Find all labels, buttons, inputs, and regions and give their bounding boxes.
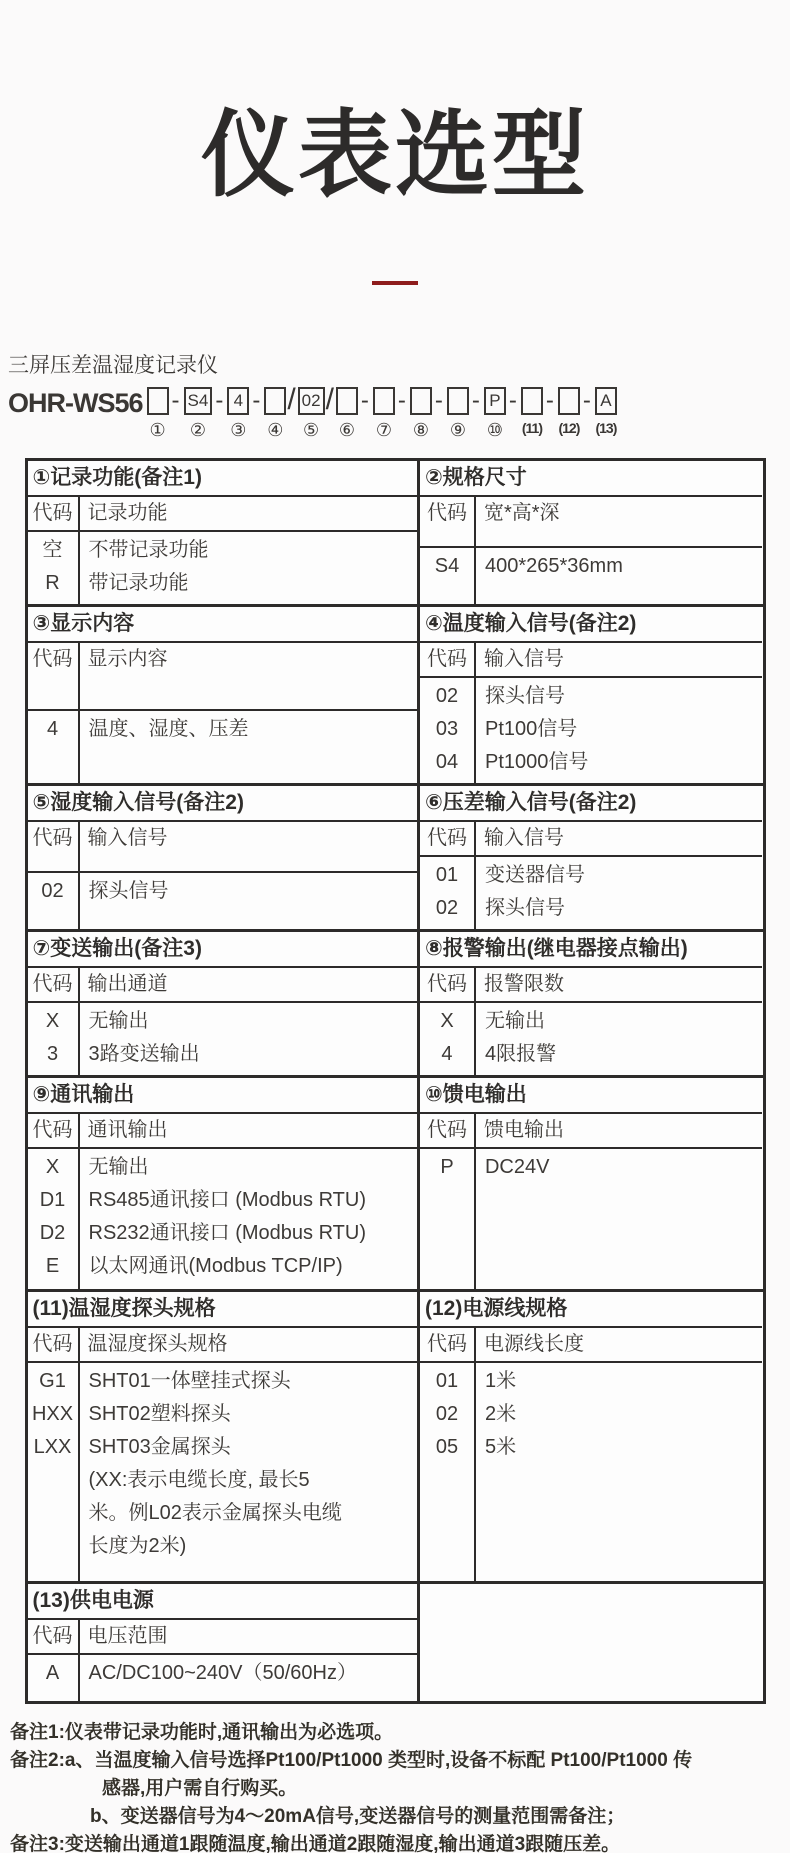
option-label: 探头信号	[484, 684, 565, 707]
model-separator: -	[252, 386, 261, 414]
section-right	[420, 607, 763, 783]
code-column-header: 代码	[420, 968, 476, 1003]
model-position-number: ④	[267, 419, 284, 440]
model-position-number: ⑤	[303, 419, 320, 440]
code-value: 空	[42, 538, 63, 561]
section-grid	[28, 1620, 417, 1701]
code-column-header: 代码	[28, 1328, 80, 1363]
section-grid	[420, 1328, 763, 1581]
accent-dash	[372, 281, 418, 285]
model-segment	[298, 382, 335, 441]
section-left	[28, 932, 420, 1075]
option-label: DC24V	[484, 1155, 550, 1178]
model-segment	[447, 387, 483, 441]
code-values	[420, 678, 476, 783]
table-section	[28, 1075, 763, 1289]
option-label: 400*265*36mm	[484, 555, 623, 578]
option-label: 无输出	[88, 1009, 149, 1032]
code-column-header: 代码	[28, 643, 80, 711]
option-label: RS232通讯接口 (Modbus RTU)	[88, 1221, 366, 1244]
option-label: 无输出	[484, 1009, 545, 1032]
option-label: 3路变送输出	[88, 1042, 200, 1065]
model-position-number: ⑧	[412, 419, 429, 440]
desc-column-header: 记录功能	[80, 497, 417, 532]
model-position-number: ①	[149, 419, 166, 440]
model-code-line	[8, 382, 790, 441]
code-value: 02	[41, 880, 64, 903]
option-label: SHT03金属探头	[88, 1435, 231, 1458]
option-descriptions	[80, 532, 417, 604]
code-values	[28, 873, 80, 929]
option-label: SHT02塑料探头	[88, 1402, 231, 1425]
desc-column-header: 输入信号	[476, 643, 763, 678]
model-separator: -	[360, 386, 369, 414]
section-title: ⑨通讯输出	[28, 1078, 417, 1114]
option-label: 长度为2米)	[88, 1534, 187, 1557]
section-grid	[28, 968, 417, 1075]
model-position-number: ⑦	[375, 419, 392, 440]
code-value: P	[440, 1155, 454, 1178]
code-values	[420, 1149, 476, 1289]
option-descriptions	[80, 1363, 417, 1581]
model-separator: -	[215, 386, 224, 414]
option-label: 探头信号	[88, 880, 169, 903]
model-code-box: 4	[227, 387, 249, 415]
option-label: RS485通讯接口 (Modbus RTU)	[88, 1188, 366, 1211]
code-column-header: 代码	[420, 1114, 476, 1149]
desc-column-header: 馈电输出	[476, 1114, 763, 1149]
code-value: X	[440, 1009, 454, 1032]
model-position-number: (12)	[558, 419, 580, 436]
table-section	[28, 461, 763, 604]
model-code-box: S4	[184, 387, 213, 415]
section-left	[28, 1078, 420, 1289]
section-grid	[420, 822, 763, 929]
model-position-number: ③	[230, 419, 247, 440]
model-separator: /	[287, 382, 296, 416]
code-values	[420, 548, 476, 604]
option-label: 5米	[484, 1435, 517, 1458]
code-value: 02	[435, 1402, 459, 1425]
model-code-box	[147, 387, 169, 415]
model-separator: -	[545, 386, 554, 414]
section-title: ⑦变送输出(备注3)	[28, 932, 417, 968]
option-descriptions	[80, 1003, 417, 1075]
product-subtitle: 三屏压差温湿度记录仪	[8, 353, 218, 377]
model-position-number: (11)	[521, 419, 542, 436]
model-code-box	[264, 387, 286, 415]
option-label: Pt100信号	[484, 717, 578, 740]
code-values	[420, 1003, 476, 1075]
desc-column-header: 输入信号	[476, 822, 763, 857]
code-column-header: 代码	[420, 643, 476, 678]
code-value: A	[45, 1661, 60, 1684]
option-label: 4限报警	[484, 1042, 557, 1065]
code-value: D2	[39, 1221, 66, 1244]
code-value	[28, 1464, 78, 1497]
section-title: (12)电源线规格	[420, 1292, 763, 1328]
option-descriptions	[80, 711, 417, 783]
model-segment	[373, 387, 409, 441]
code-values	[420, 857, 476, 929]
code-value: X	[45, 1009, 60, 1032]
note-line: 感器,用户需自行购买。	[102, 1777, 298, 1799]
option-label: 不带记录功能	[88, 538, 209, 561]
model-code-box	[447, 387, 469, 415]
model-separator: -	[471, 386, 480, 414]
code-value: G1	[39, 1369, 66, 1392]
option-descriptions	[476, 1003, 763, 1075]
desc-column-header: 宽*高*深	[476, 497, 763, 549]
section-title: ⑥压差输入信号(备注2)	[420, 786, 763, 822]
option-label: 米。例L02表示金属探头电缆	[88, 1501, 342, 1524]
model-segment	[484, 387, 520, 441]
code-values	[420, 1363, 476, 1581]
model-code-box: P	[484, 387, 506, 415]
model-separator: /	[325, 382, 334, 416]
code-value: HXX	[31, 1402, 74, 1425]
section-grid	[28, 643, 417, 783]
section-right	[420, 1292, 763, 1581]
model-code-box: 02	[298, 387, 325, 415]
desc-column-header: 通讯输出	[80, 1114, 417, 1149]
code-column-header: 代码	[28, 1620, 80, 1655]
model-segment	[227, 387, 263, 441]
model-segment	[336, 387, 372, 441]
option-label: 探头信号	[484, 896, 565, 919]
code-values	[28, 1363, 80, 1581]
table-section	[28, 783, 763, 929]
desc-column-header: 温湿度探头规格	[80, 1328, 417, 1363]
code-value: 4	[46, 717, 59, 740]
desc-column-header: 报警限数	[476, 968, 763, 1003]
model-separator: -	[434, 386, 443, 414]
code-values	[28, 1655, 80, 1701]
model-segment	[410, 387, 446, 441]
option-descriptions	[80, 1655, 417, 1701]
model-segment	[264, 382, 296, 441]
code-value: E	[45, 1254, 60, 1277]
selection-table	[25, 458, 766, 1704]
model-segment	[521, 387, 557, 436]
code-column-header: 代码	[28, 1114, 80, 1149]
desc-column-header: 输出通道	[80, 968, 417, 1003]
code-value: S4	[434, 555, 460, 578]
section-grid	[28, 822, 417, 929]
section-left	[28, 786, 420, 929]
table-section	[28, 1581, 763, 1701]
section-title: ②规格尺寸	[420, 461, 763, 497]
section-title: ⑩馈电输出	[420, 1078, 763, 1114]
option-descriptions	[80, 1149, 417, 1289]
desc-column-header: 电源线长度	[476, 1328, 763, 1363]
note-line: 备注3:变送输出通道1跟随温度,输出通道2跟随湿度,输出通道3跟随压差。	[10, 1833, 621, 1853]
section-right	[420, 1584, 763, 1701]
option-label: 无输出	[88, 1155, 149, 1178]
model-position-number: ⑨	[449, 419, 466, 440]
option-descriptions	[476, 1363, 763, 1581]
desc-column-header: 显示内容	[80, 643, 417, 711]
option-label: Pt1000信号	[484, 750, 589, 773]
section-title: ⑧报警输出(继电器接点输出)	[420, 932, 763, 968]
section-right	[420, 1078, 763, 1289]
section-right	[420, 786, 763, 929]
option-label: AC/DC100~240V（50/60Hz）	[88, 1661, 357, 1684]
section-grid	[28, 1328, 417, 1581]
code-values	[28, 1003, 80, 1075]
option-descriptions	[476, 1149, 763, 1289]
table-section	[28, 604, 763, 783]
code-value: 3	[46, 1042, 59, 1065]
model-position-number: ②	[189, 419, 206, 440]
table-section	[28, 929, 763, 1075]
model-code-box	[521, 387, 543, 415]
option-label: 带记录功能	[88, 571, 189, 594]
section-right	[420, 461, 763, 604]
section-title: ④温度输入信号(备注2)	[420, 607, 763, 643]
option-descriptions	[80, 873, 417, 929]
option-label: 以太网通讯(Modbus TCP/IP)	[88, 1254, 343, 1277]
section-title: ③显示内容	[28, 607, 417, 643]
code-column-header: 代码	[28, 968, 80, 1003]
model-code-box	[336, 387, 358, 415]
desc-column-header: 电压范围	[80, 1620, 417, 1655]
option-label: 温度、湿度、压差	[88, 717, 249, 740]
code-value: X	[45, 1155, 60, 1178]
section-grid	[420, 1114, 763, 1289]
code-values	[28, 1149, 80, 1289]
option-label: 2米	[484, 1402, 517, 1425]
code-value	[28, 1530, 78, 1563]
note-line: 备注2:a、当温度输入信号选择Pt100/Pt1000 类型时,设备不标配 Pt100/Pt1000 传	[10, 1749, 693, 1771]
section-title: (11)温湿度探头规格	[28, 1292, 417, 1328]
model-separator: -	[397, 386, 406, 414]
code-value: 02	[435, 896, 459, 919]
model-code-box: A	[595, 387, 617, 415]
code-column-header: 代码	[28, 497, 80, 532]
section-grid	[28, 1114, 417, 1289]
model-segment	[147, 387, 183, 441]
code-values	[28, 711, 80, 783]
code-values	[28, 532, 80, 604]
section-grid	[420, 643, 763, 783]
code-value: R	[45, 571, 60, 594]
code-value: 01	[435, 1369, 459, 1392]
section-title: ①记录功能(备注1)	[28, 461, 417, 497]
code-value	[28, 1497, 78, 1530]
model-segment	[595, 387, 617, 436]
code-value: 02	[435, 684, 459, 707]
model-separator: -	[582, 386, 591, 414]
model-code-box	[410, 387, 432, 415]
section-left	[28, 1584, 420, 1701]
code-value: LXX	[33, 1435, 72, 1458]
model-position-number: ⑩	[486, 419, 503, 440]
option-label: 变送器信号	[484, 863, 585, 886]
option-descriptions	[476, 678, 763, 783]
code-column-header: 代码	[420, 1328, 476, 1363]
code-value: 01	[435, 863, 459, 886]
footnotes	[10, 1719, 778, 1853]
section-left	[28, 607, 420, 783]
model-prefix: OHR-WS56	[8, 387, 143, 418]
section-title: ⑤湿度输入信号(备注2)	[28, 786, 417, 822]
note-line: b、变送器信号为4～20mA信号,变送器信号的测量范围需备注；	[90, 1805, 626, 1827]
code-value: 4	[441, 1042, 453, 1065]
code-value: 03	[435, 717, 459, 740]
option-label: SHT01一体壁挂式探头	[88, 1369, 291, 1392]
model-separator: -	[171, 386, 180, 414]
model-position-number: (13)	[595, 419, 617, 436]
option-label: (XX:表示电缆长度, 最长5	[88, 1468, 310, 1491]
section-grid	[420, 968, 763, 1075]
section-grid	[420, 497, 763, 604]
option-label: 1米	[484, 1369, 517, 1392]
code-column-header: 代码	[420, 822, 476, 857]
code-value: 04	[435, 750, 459, 773]
table-section	[28, 1289, 763, 1581]
code-column-header: 代码	[420, 497, 476, 549]
model-separator: -	[508, 386, 517, 414]
section-right	[420, 932, 763, 1075]
code-value: D1	[39, 1188, 66, 1211]
note-line: 备注1:仪表带记录功能时,通讯输出为必选项。	[10, 1721, 394, 1743]
section-left	[28, 1292, 420, 1581]
code-value: 05	[435, 1435, 459, 1458]
code-column-header: 代码	[28, 822, 80, 874]
model-position-number: ⑥	[338, 419, 355, 440]
model-code-box	[373, 387, 395, 415]
section-grid	[28, 497, 417, 604]
model-code-box	[558, 387, 580, 415]
option-descriptions	[476, 548, 763, 604]
desc-column-header: 输入信号	[80, 822, 417, 874]
model-segment	[184, 387, 227, 441]
page-title: 仪表选型	[200, 102, 589, 207]
option-descriptions	[476, 857, 763, 929]
section-left	[28, 461, 420, 604]
model-segment	[558, 387, 594, 436]
section-title: (13)供电电源	[28, 1584, 417, 1620]
